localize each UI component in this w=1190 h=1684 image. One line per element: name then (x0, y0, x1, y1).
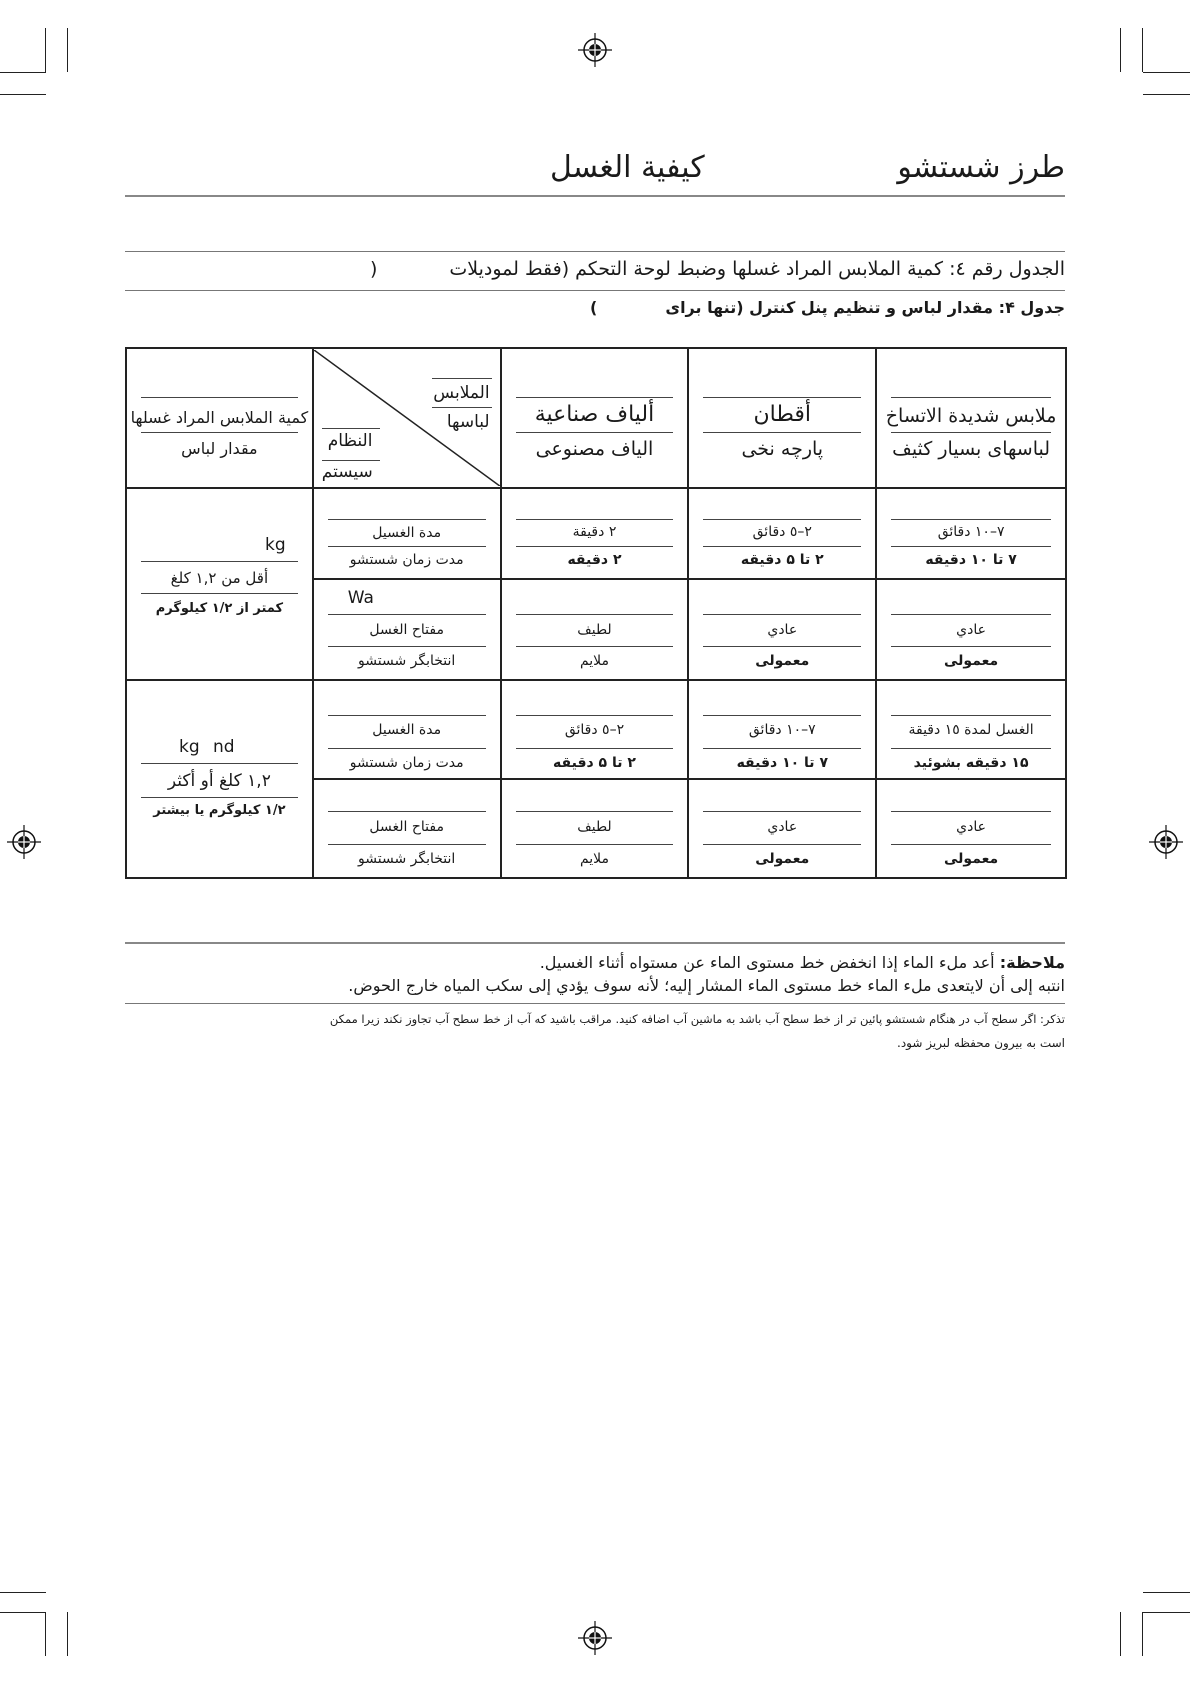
group1-switch-synthetic-cell (501, 579, 689, 680)
group2-switch-label-ar: مفتاح الغسل (369, 818, 444, 835)
group2-nd: nd (213, 737, 235, 757)
group1-time-cotton-fa: ۲ تا ۵ دقیقه (740, 552, 824, 569)
group2-amount-cell (126, 680, 313, 878)
group1-time-dirty-ar: ٧–١٠ دقائق (937, 524, 1005, 541)
group1-time-dirty-fa: ۷ تا ۱۰ دقیقه (925, 552, 1017, 569)
group1-time-label-ar: مدة الغسيل (372, 525, 442, 542)
crop-mark (1143, 94, 1190, 95)
washing-settings-table (125, 347, 1067, 879)
note-persian-line2: است به بیرون محفظه لبریز شود. (897, 1036, 1065, 1050)
crop-mark (0, 1592, 46, 1593)
note-arabic-line1 (540, 953, 1065, 972)
group1-time-cotton-ar: ٢–٥ دقائق (752, 524, 812, 541)
group2-time-cotton-cell (688, 680, 876, 779)
table-caption-persian (665, 298, 1065, 317)
header-clothes-ar: الملابس (433, 383, 490, 403)
group1-wa: Wa (347, 588, 374, 609)
crop-mark (0, 72, 46, 73)
group1-switch-synthetic-fa: ملايم (579, 653, 610, 670)
group1-time-label-fa: مدت زمان شستشو (349, 552, 464, 569)
group1-amount-fa: کمتر از ۱/۲ کیلوگرم (155, 601, 284, 616)
group2-time-label-ar: مدة الغسيل (372, 721, 442, 738)
header-cotton-ar: أقطان (753, 402, 812, 427)
header-amount-fa: مقدار لباس (181, 439, 258, 458)
registration-mark-icon (578, 1621, 612, 1655)
group2-time-dirty-ar: الغسل لمدة ١٥ دقيقة (908, 721, 1034, 738)
group2-time-dirty-cell (876, 680, 1066, 779)
crop-mark (1142, 28, 1143, 72)
header-system-ar: النظام (327, 431, 373, 451)
group2-time-label-fa: مدت زمان شستشو (349, 754, 464, 771)
group1-switch-cotton-fa: معمولی (755, 653, 810, 670)
header-synthetic-ar: ألياف صناعية (534, 402, 655, 427)
table-row (126, 488, 1066, 579)
crop-mark (1143, 72, 1190, 73)
group1-switch-label-fa: انتخابگر شستشو (358, 653, 456, 670)
group2-time-dirty-fa: ۱۵ دقیقه بشوئید (913, 754, 1029, 771)
notes-rule-top (125, 942, 1065, 944)
group1-switch-dirty-ar: عادي (956, 622, 986, 639)
group2-time-synthetic-fa: ۲ تا ۵ دقیقه (553, 754, 636, 771)
group2-time-cotton-ar: ٧–١٠ دقائق (748, 721, 816, 738)
table-caption-arabic (449, 258, 1065, 280)
group2-time-synthetic-ar: ٢–٥ دقائق (564, 721, 625, 738)
group1-time-label-cell (313, 488, 501, 579)
group1-switch-cotton-ar: عادي (767, 622, 798, 639)
crop-mark (1120, 1612, 1121, 1656)
group1-switch-cotton-cell (688, 579, 876, 680)
note-arabic-label: ملاحظة: (999, 953, 1065, 972)
registration-mark-icon (1149, 825, 1183, 859)
crop-mark (1142, 1612, 1143, 1656)
group2-switch-dirty-ar: عادي (956, 818, 986, 835)
table-header-row (126, 348, 1066, 488)
group1-time-synthetic-ar: ٢ دقيقة (572, 524, 617, 541)
group1-time-synthetic-fa: ۲ دقیقه (567, 552, 622, 569)
group1-kg: kg (265, 535, 286, 555)
caption-rule-top (125, 251, 1065, 252)
caption-persian-paren: ( (590, 298, 598, 317)
registration-mark-icon (578, 33, 612, 67)
crop-mark (45, 28, 46, 72)
caption-rule-bottom (125, 290, 1065, 291)
header-cotton-cell (688, 348, 876, 488)
header-cotton-fa: پارچه نخی (741, 438, 824, 460)
header-diagonal-cell (313, 348, 501, 488)
group1-amount-ar: أقل من ١,٢ كلغ (170, 569, 269, 587)
group2-switch-label-fa: انتخابگر شستشو (358, 850, 456, 867)
crop-mark (1143, 1612, 1190, 1613)
group2-switch-cotton-fa: معمولی (755, 850, 810, 867)
group1-switch-dirty-cell (876, 579, 1066, 680)
header-synthetic-fa: الیاف مصنوعی (535, 438, 654, 460)
crop-mark (45, 1612, 46, 1656)
group1-time-cotton-cell (688, 488, 876, 579)
group2-switch-cotton-cell (688, 779, 876, 878)
crop-mark (67, 1612, 68, 1656)
group1-amount-cell (126, 488, 313, 680)
header-dirty-cell (876, 348, 1066, 488)
caption-arabic-paren: ) (370, 258, 378, 280)
group1-switch-synthetic-ar: لطيف (577, 622, 612, 639)
header-amount-ar: كمية الملابس المراد غسلها (130, 408, 309, 427)
group2-time-cotton-fa: ۷ تا ۱۰ دقیقه (736, 754, 828, 771)
header-clothes-fa: لباسها (446, 412, 490, 432)
group2-kg: kg (179, 737, 200, 757)
group2-switch-dirty-cell (876, 779, 1066, 878)
note-persian-line1: تذکر: اگر سطح آب در هنگام شستشو پائین تر از خط سطح آب باشد به ماشین آب اضافه کنید. مراقب باشید که آب از خط سطح آب تجاوز نکند زیرا ممکن (329, 1012, 1065, 1026)
header-dirty-fa: لباسهای بسیار کثیف (892, 438, 1051, 460)
notes-rule-bottom (125, 1003, 1065, 1004)
group2-amount-fa: ۱/۲ کیلوگرم یا بیشتر (153, 803, 286, 818)
crop-mark (1143, 1592, 1190, 1593)
group1-switch-label-ar: مفتاح الغسل (369, 622, 444, 639)
group2-switch-synthetic-cell (501, 779, 689, 878)
group1-switch-dirty-fa: معمولی (944, 653, 999, 670)
crop-mark (1120, 28, 1121, 72)
page-title-persian: طرز شستشو (897, 150, 1065, 185)
header-amount-cell (126, 348, 313, 488)
note-arabic-line2: انتبه إلى أن لايتعدى ملء الماء خط مستوى الماء المشار إليه؛ لأنه سوف يؤدي إلى سكب المياه خارج الحوض. (348, 976, 1065, 995)
table-row (126, 680, 1066, 779)
group2-switch-cotton-ar: عادي (767, 818, 798, 835)
header-dirty-ar: ملابس شديدة الاتساخ (885, 405, 1057, 427)
header-synthetic-cell (501, 348, 689, 488)
group2-switch-label-cell (313, 779, 501, 878)
group2-switch-synthetic-fa: ملايم (579, 850, 610, 867)
group2-switch-dirty-fa: معمولی (944, 850, 999, 867)
crop-mark (0, 1612, 46, 1613)
group2-switch-synthetic-ar: لطيف (577, 818, 612, 835)
group2-amount-ar: ١,٢ كلغ أو أكثر (167, 771, 271, 791)
crop-mark (67, 28, 68, 72)
caption-arabic-text: الجدول رقم ٤: كمية الملابس المراد غسلها وضبط لوحة التحكم (فقط لموديلات (449, 258, 1065, 280)
group1-time-synthetic-cell (501, 488, 689, 579)
group1-switch-label-cell (313, 579, 501, 680)
caption-persian-text: جدول ۴: مقدار لباس و تنظیم پنل کنترل (تنها برای (665, 298, 1065, 317)
header-rule (125, 195, 1065, 197)
crop-mark (0, 94, 46, 95)
group2-time-label-cell (313, 680, 501, 779)
group1-time-dirty-cell (876, 488, 1066, 579)
group2-time-synthetic-cell (501, 680, 689, 779)
note-arabic-text1: أعد ملء الماء إذا انخفض خط مستوى الماء عن مستواه أثناء الغسيل. (539, 953, 995, 972)
page-title-arabic: كيفية الغسل (550, 150, 705, 185)
header-system-fa: سیستم (321, 462, 373, 482)
registration-mark-icon (7, 825, 41, 859)
